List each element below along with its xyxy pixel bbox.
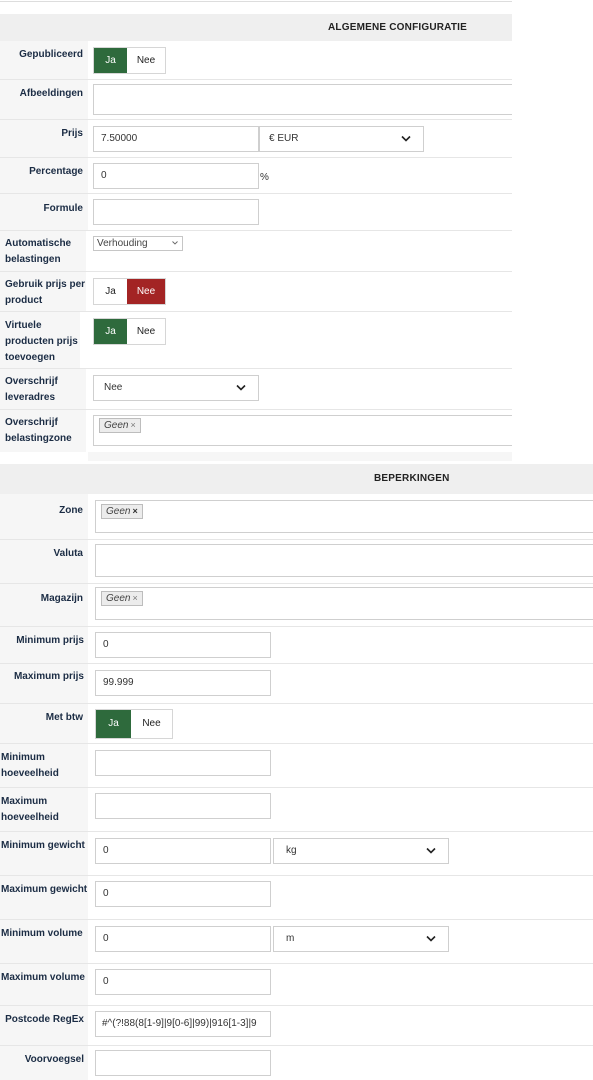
virtual-products-no-button[interactable]: Nee — [136, 326, 156, 337]
chevron-down-icon — [401, 135, 411, 143]
postcode-regex-input[interactable]: #^(?!88(8[1-9]|9[0-6]|99)|916[1-3]|9 — [95, 1011, 271, 1037]
row-published — [0, 41, 512, 80]
label-images: Afbeeldingen — [0, 80, 88, 119]
chevron-down-icon — [172, 240, 178, 246]
label-with-vat: Met btw — [0, 704, 88, 743]
row-override-delivery — [0, 369, 512, 410]
label-price-per-product: Gebruik prijs per product — [0, 272, 86, 311]
auto-taxes-select[interactable] — [93, 236, 183, 251]
currency-select[interactable] — [259, 126, 424, 152]
remove-tag-icon[interactable]: × — [130, 420, 136, 430]
label-min-quantity: Minimum hoeveelheid — [0, 744, 88, 787]
price-per-product-toggle[interactable] — [93, 278, 166, 305]
row-prefix — [0, 1046, 593, 1080]
min-volume-input[interactable]: 0 — [95, 926, 271, 952]
volume-unit-value: m — [286, 933, 295, 944]
label-virtual-products: Virtuele producten prijs toevoegen — [0, 312, 80, 368]
label-zone: Zone — [0, 494, 88, 539]
volume-unit-select[interactable] — [273, 926, 449, 952]
max-weight-input[interactable]: 0 — [95, 881, 271, 907]
chevron-down-icon — [426, 847, 436, 855]
max-price-input[interactable]: 99.999 — [95, 670, 271, 696]
label-warehouse: Magazijn — [0, 584, 88, 626]
min-weight-input[interactable]: 0 — [95, 838, 271, 864]
general-config-header — [0, 14, 512, 41]
currency-value: € EUR — [269, 133, 299, 144]
label-override-taxzone: Overschrijf belastingzone — [0, 410, 86, 452]
min-quantity-input[interactable] — [95, 750, 271, 776]
row-min-weight — [0, 832, 593, 876]
weight-unit-value: kg — [286, 845, 297, 856]
row-max-volume — [0, 964, 593, 1006]
tag-label: Geen — [106, 506, 131, 517]
price-per-product-yes-button[interactable]: Ja — [105, 286, 116, 297]
divider — [88, 452, 512, 461]
row-percentage — [0, 158, 512, 194]
min-price-input[interactable]: 0 — [95, 632, 271, 658]
label-min-price: Minimum prijs — [0, 627, 88, 663]
tag-label: Geen — [106, 593, 131, 604]
header-title: BEPERKINGEN — [374, 473, 450, 484]
restrictions-header — [0, 464, 593, 494]
row-warehouse — [0, 584, 593, 627]
percentage-input[interactable]: 0 — [93, 163, 259, 189]
row-min-volume — [0, 920, 593, 964]
label-prefix: Voorvoegsel — [0, 1046, 88, 1080]
with-vat-yes-button[interactable]: Ja — [96, 710, 131, 738]
label-percentage: Percentage — [0, 158, 88, 193]
label-published: Gepubliceerd — [0, 41, 88, 79]
row-images — [0, 80, 512, 120]
remove-tag-icon[interactable]: × — [132, 506, 138, 516]
label-override-delivery: Overschrijf leveradres — [0, 369, 86, 409]
row-currency — [0, 540, 593, 584]
price-input[interactable]: 7.50000 — [93, 126, 259, 152]
published-toggle[interactable] — [93, 47, 166, 74]
auto-taxes-value: Verhouding — [97, 238, 148, 249]
zone-multiselect[interactable] — [95, 500, 593, 533]
remove-tag-icon[interactable]: × — [132, 593, 138, 603]
row-virtual-products — [0, 312, 512, 369]
row-override-taxzone — [0, 410, 512, 452]
label-currency: Valuta — [0, 540, 88, 583]
percentage-unit: % — [260, 172, 269, 183]
max-quantity-input[interactable] — [95, 793, 271, 819]
divider — [0, 1, 512, 2]
virtual-products-toggle[interactable] — [93, 318, 166, 345]
warehouse-multiselect[interactable] — [95, 587, 593, 620]
row-max-price — [0, 664, 593, 704]
label-auto-taxes: Automatische belastingen — [0, 231, 86, 271]
label-postcode-regex: Postcode RegEx — [0, 1006, 88, 1045]
tag-geen — [99, 418, 141, 433]
chevron-down-icon — [426, 935, 436, 943]
virtual-products-yes-button[interactable]: Ja — [94, 319, 127, 344]
published-no-button[interactable]: Nee — [136, 55, 156, 66]
label-min-weight: Minimum gewicht — [0, 832, 88, 875]
images-input[interactable] — [93, 84, 512, 115]
label-max-weight: Maximum gewicht — [0, 876, 88, 919]
with-vat-no-button[interactable]: Nee — [142, 718, 161, 729]
row-postcode-regex — [0, 1006, 593, 1046]
row-auto-taxes — [0, 231, 512, 272]
prefix-input[interactable] — [95, 1050, 271, 1076]
tag-geen — [101, 591, 143, 606]
published-yes-button[interactable]: Ja — [94, 48, 127, 73]
override-delivery-value: Nee — [104, 382, 123, 393]
max-volume-input[interactable]: 0 — [95, 969, 271, 995]
label-max-price: Maximum prijs — [0, 664, 88, 703]
label-max-volume: Maximum volume — [0, 964, 88, 1005]
label-min-volume: Minimum volume — [0, 920, 88, 963]
override-delivery-select[interactable] — [93, 375, 259, 401]
row-with-vat — [0, 704, 593, 744]
tag-geen — [101, 504, 143, 519]
row-price — [0, 120, 512, 158]
override-taxzone-multiselect[interactable] — [93, 415, 512, 446]
row-max-weight — [0, 876, 593, 920]
label-price: Prijs — [0, 120, 88, 157]
label-max-quantity: Maximum hoeveelheid — [0, 788, 88, 831]
row-min-quantity — [0, 744, 593, 788]
label-formula: Formule — [0, 194, 88, 230]
tag-label: Geen — [104, 420, 129, 431]
row-formula — [0, 194, 512, 231]
formula-input[interactable] — [93, 199, 259, 225]
weight-unit-select[interactable] — [273, 838, 449, 864]
price-per-product-no-button[interactable]: Nee — [127, 279, 165, 304]
chevron-down-icon — [236, 384, 246, 392]
row-min-price — [0, 627, 593, 664]
row-max-quantity — [0, 788, 593, 832]
row-price-per-product — [0, 272, 512, 312]
currency-input[interactable] — [95, 544, 593, 577]
header-title: ALGEMENE CONFIGURATIE — [328, 22, 468, 33]
with-vat-toggle[interactable] — [95, 709, 173, 739]
row-zone — [0, 494, 593, 540]
